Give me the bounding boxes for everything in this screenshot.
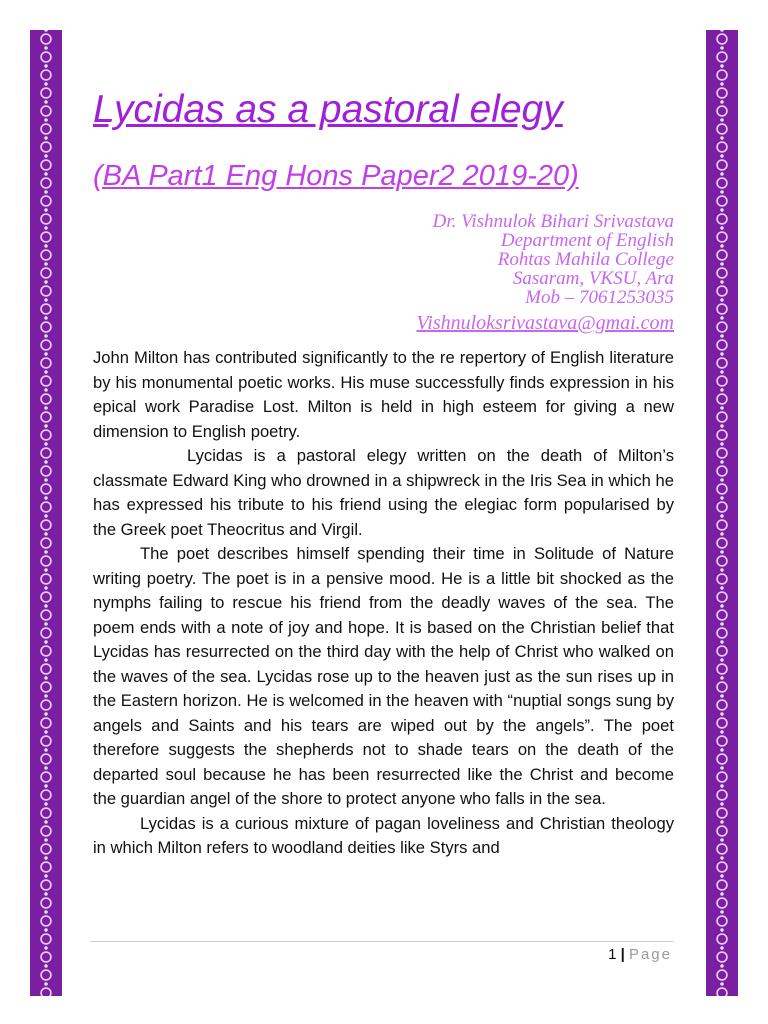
- decorative-border-left: [30, 30, 62, 996]
- author-name: Dr. Vishnulok Bihari Srivastava: [432, 211, 674, 232]
- page-word: Page: [628, 946, 672, 963]
- page-number-separator: |: [620, 946, 625, 963]
- author-mobile: Mob – 7061253035: [525, 287, 674, 308]
- page-number-value: 1: [608, 946, 617, 963]
- page-number: [608, 946, 672, 963]
- decorative-border-right: [706, 30, 738, 996]
- author-college: Rohtas Mahila College: [497, 249, 674, 270]
- paragraph-4: Lycidas is a curious mixture of pagan loveliness and Christian theology in which Milton refers to woodland deities like Styrs and: [93, 813, 674, 857]
- footer-divider: [90, 941, 674, 942]
- author-block: [254, 212, 674, 333]
- paragraph-3: The poet describes himself spending their time in Solitude of Nature writing poetry. The poet is in a pensive mood. He is a little bit shocked as the nymphs failing to rescue his friend from the deadly waves of the sea. The poem ends with a note of joy and hope. It is based on the Christian belief that Lycidas has resurrected on the third day with the help of Christ who walked on the waves of the sea. Lycidas rose up to the heaven just as the sun rises up in the Eastern horizon. He is welcomed in the heaven with “nuptial songs sung by angels and Saints and his tears are wiped out by the angels”. The poet therefore suggests the shepherds not to shade tears on the death of the departed soul because he has been resurrected like the Christ and become the guardian angel of the shore to protect anyone who falls in the sea.: [93, 544, 674, 808]
- paragraph-1: John Milton has contributed significantly to the re repertory of English literature by his monumental poetic works. His muse successfully finds expression in his epical work Paradise Lost. Milton is held in high esteem for giving a new dimension to English poetry.: [93, 348, 674, 441]
- author-location: Sasaram, VKSU, Ara: [512, 268, 674, 289]
- paragraph-2: Lycidas is a pastoral elegy written on the death of Milton’s classmate Edward King who drowned in a shipwreck in the Iris Sea in which he has expressed his tribute to his friend using the elegiac form popularised by the Greek poet Theocritus and Virgil.: [93, 446, 674, 539]
- author-department: Department of English: [500, 230, 674, 251]
- document-title: Lycidas as a pastoral elegy: [93, 88, 563, 131]
- document-subtitle: (BA Part1 Eng Hons Paper2 2019-20): [93, 160, 579, 192]
- author-email-link[interactable]: Vishnuloksrivastava@gmai.com: [416, 312, 674, 334]
- body-text: [93, 346, 674, 861]
